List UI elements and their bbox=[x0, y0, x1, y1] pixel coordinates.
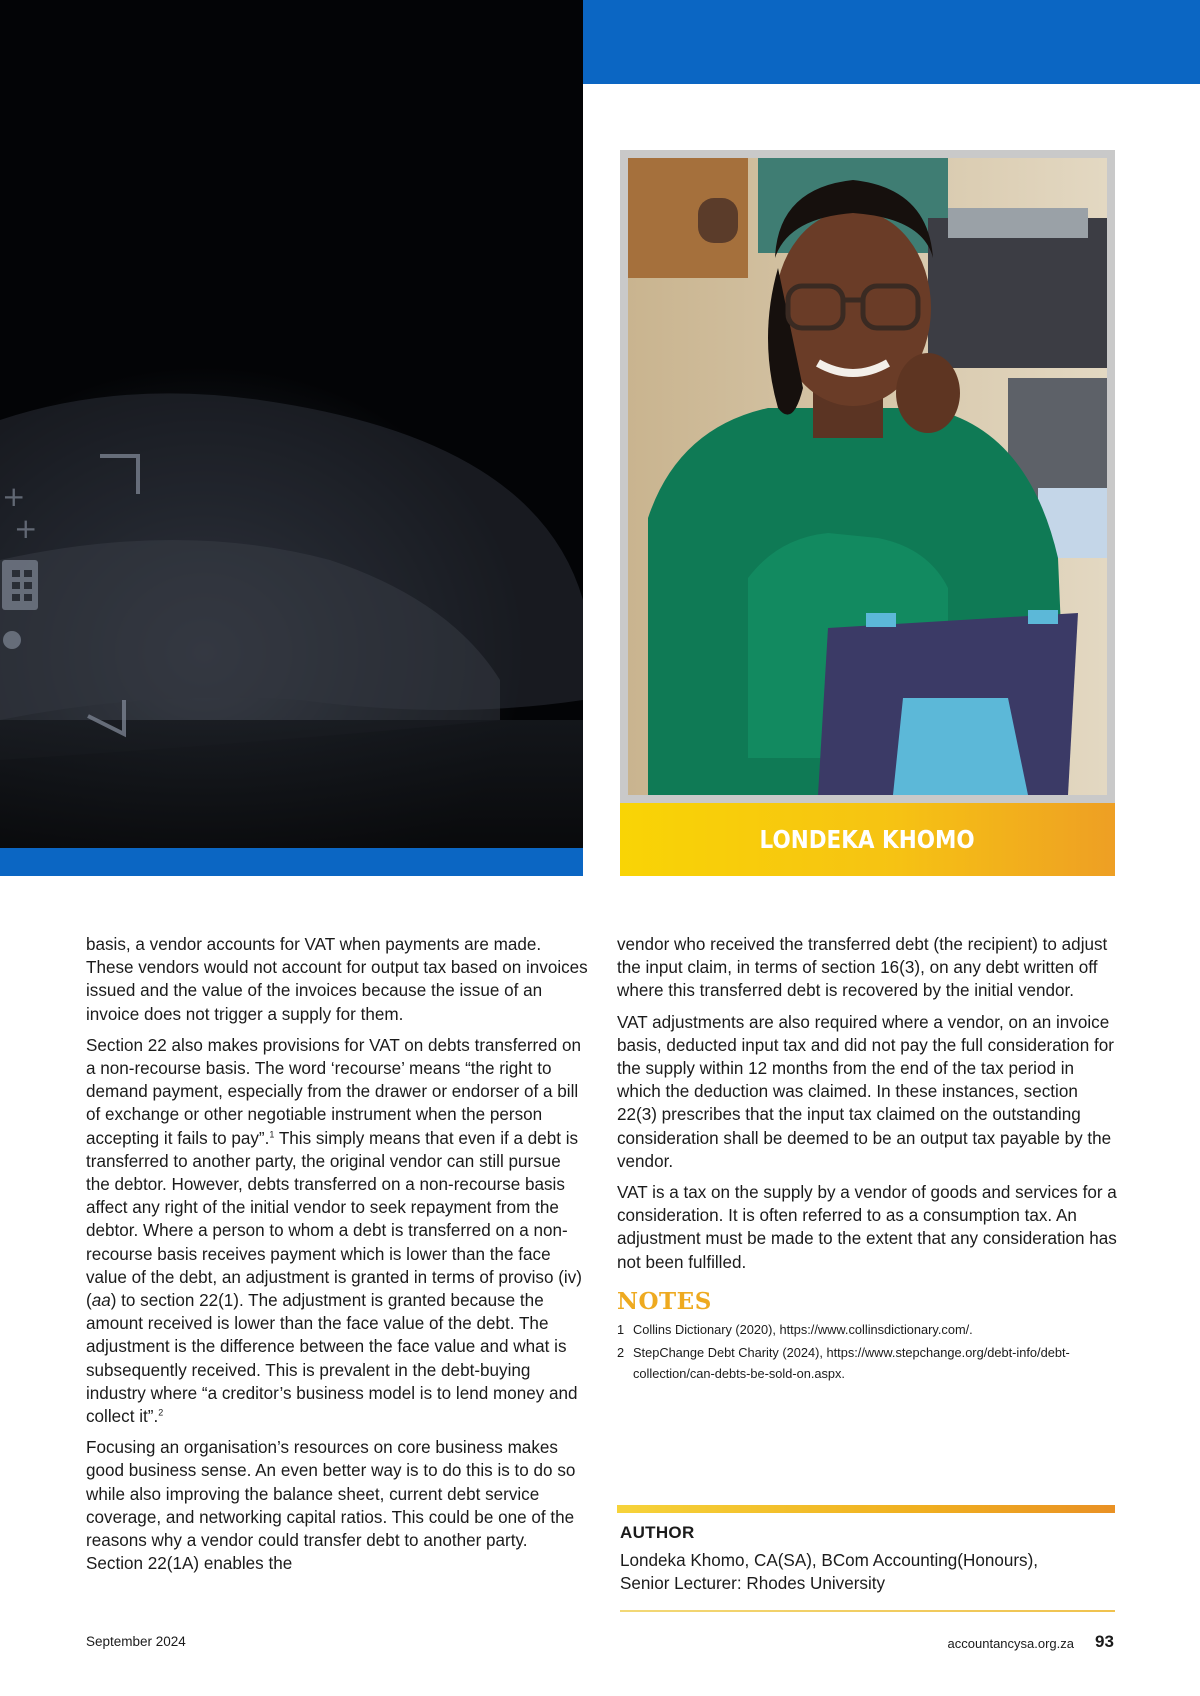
author-top-bar bbox=[617, 1505, 1115, 1513]
paragraph bbox=[86, 1034, 589, 1428]
article-column-right bbox=[617, 933, 1120, 1386]
article-column-left bbox=[86, 933, 589, 1583]
paragraph-text: ) to section 22(1). The adjustment is granted because the amount received is lower than the face value of the debt. The adjustment is the difference between the face value and what is subsequently received. This is prevalent in the debt-buying industry where “a creditor’s business model is to lend money and collect it”. bbox=[86, 1291, 578, 1427]
hero-photo bbox=[0, 0, 583, 876]
note-text: Collins Dictionary (2020), https://www.collinsdictionary.com/. bbox=[633, 1322, 973, 1338]
author-box bbox=[620, 1523, 1115, 1595]
paragraph-text: Section 22 also makes provisions for VAT on debts transferred on a non-recourse basis. The word ‘recourse’ means “the right to demand payment, especially from the drawer or endorser of a bill of exchange or other negotiable instrument when the person accepting it fails to pay”. bbox=[86, 1035, 582, 1148]
author-portrait-photo bbox=[628, 158, 1107, 795]
paragraph-text: This simply means that even if a debt is transferred to another party, the original vendor can still pursue the debtor. However, debts transferred on a non-recourse basis affect any right of the initial vendor to seek repayment from the debtor. Where a person to whom a debt is transferred on a non-recourse basis receives payment which is lower than the face value of the debt, an adjustment is granted in terms of proviso (iv)( bbox=[86, 1128, 582, 1311]
author-heading: AUTHOR bbox=[620, 1523, 695, 1542]
note-number: 1 bbox=[617, 1322, 625, 1338]
author-bio-line: Londeka Khomo, CA(SA), BCom Accounting(Honours), bbox=[620, 1551, 1039, 1570]
paragraph: vendor who received the transferred debt (the recipient) to adjust the input claim, in terms of section 16(3), on any debt written off where this transferred debt is recovered by the initial vendor. bbox=[617, 935, 1108, 1001]
author-bottom-line bbox=[620, 1610, 1115, 1612]
paragraph: VAT is a tax on the supply by a vendor of goods and services for a consideration. It is often referred to as a consumption tax. An adjustment must be made to the extent that any consideration has not been fulfilled. bbox=[617, 1183, 1117, 1272]
footer-site-link[interactable]: accountancysa.org.za bbox=[947, 1636, 1074, 1651]
author-name-banner bbox=[620, 803, 1115, 876]
note-item bbox=[617, 1342, 1120, 1384]
footnote-ref: 2 bbox=[158, 1407, 164, 1418]
paragraph: VAT adjustments are also required where a vendor, on an invoice basis, deducted input tax and did not pay the full consideration for the supply within 12 months from the end of the tax period in which the deduction was claimed. In these instances, section 22(3) prescribes that the input tax claimed on the outstanding consideration shall be deemed to be an output tax payable by the vendor. bbox=[617, 1012, 1114, 1171]
author-bio bbox=[620, 1549, 1115, 1595]
author-name-label: LONDEKA KHOMO bbox=[759, 825, 976, 854]
notes-heading: NOTES bbox=[617, 1287, 712, 1315]
top-blue-bar bbox=[583, 0, 1200, 84]
footnote-ref: 1 bbox=[269, 1128, 275, 1139]
note-number: 2 bbox=[617, 1345, 625, 1361]
svg-text:+: + bbox=[2, 480, 26, 513]
author-portrait-frame bbox=[620, 150, 1115, 876]
paragraph: Focusing an organisation’s resources on core business makes good business sense. An even better way is to do this is to do so while also improving the balance sheet, current debt service coverage, and networking capital ratios. This could be one of the reasons why a vendor could transfer debt to another party. Section 22(1A) enables the bbox=[86, 1438, 576, 1574]
svg-text:+: + bbox=[14, 512, 38, 545]
hero-blue-strip bbox=[0, 848, 583, 876]
note-text: StepChange Debt Charity (2024), https://www.stepchange.org/debt-info/debt-collection/can-debts-be-sold-on.aspx. bbox=[633, 1345, 1070, 1382]
author-bio-line: Senior Lecturer: Rhodes University bbox=[620, 1574, 886, 1594]
page-number: 93 bbox=[1095, 1632, 1114, 1651]
footer-date: September 2024 bbox=[86, 1634, 186, 1649]
hero-illustration bbox=[0, 0, 583, 876]
note-item bbox=[617, 1319, 1120, 1340]
paragraph-emphasis: aa bbox=[91, 1291, 111, 1311]
paragraph: basis, a vendor accounts for VAT when payments are made. These vendors would not account for output tax based on invoices issued and the value of the invoices because the issue of an invoice does not trigger a supply for them. bbox=[86, 935, 588, 1024]
